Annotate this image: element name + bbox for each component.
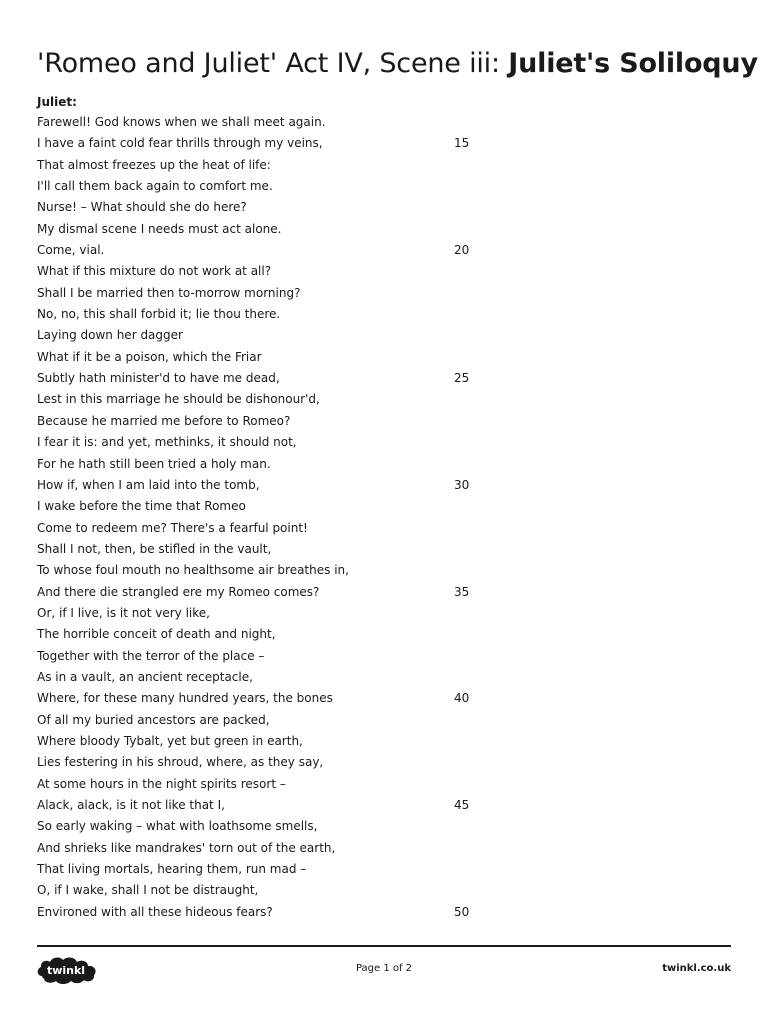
poem-line: [37, 133, 477, 154]
page-title-bold: Juliet's Soliloquy: [508, 48, 758, 79]
poem-line: [37, 112, 477, 133]
line-number: 40: [454, 691, 470, 706]
poem-line-text: Come, vial.: [37, 243, 105, 258]
poem-line-text: Or, if I live, is it not very like,: [37, 605, 210, 620]
poem-line-text: And there die strangled ere my Romeo comes?: [37, 584, 320, 599]
poem-line-text: That almost freezes up the heat of life:: [37, 157, 271, 172]
poem-line-text: No, no, this shall forbid it; lie thou there.: [37, 307, 281, 322]
poem-line: [37, 176, 477, 197]
poem-line-text: Come to redeem me? There's a fearful point!: [37, 520, 308, 535]
line-number: 15: [454, 136, 470, 151]
poem-line: [37, 389, 477, 410]
poem-line: [37, 475, 477, 496]
poem-line: [37, 325, 477, 346]
poem-line: [37, 688, 477, 709]
poem-line-text: What if this mixture do not work at all?: [37, 264, 272, 279]
poem-line: [37, 795, 477, 816]
poem-line-text: Lies festering in his shroud, where, as they say,: [37, 755, 324, 770]
poem-line: [37, 774, 477, 795]
poem-line: [37, 880, 477, 901]
line-number: 50: [454, 904, 470, 919]
poem-line-text: Lest in this marriage he should be dishonour'd,: [37, 392, 320, 407]
line-number: 35: [454, 584, 470, 599]
poem-line-text: Of all my buried ancestors are packed,: [37, 712, 270, 727]
poem-line: [37, 197, 477, 218]
poem-line-text: Nurse! – What should she do here?: [37, 200, 247, 215]
poem-line: [37, 432, 477, 453]
poem-line-text: I fear it is: and yet, methinks, it should not,: [37, 435, 297, 450]
line-number: 25: [454, 371, 470, 386]
poem-line: [37, 838, 477, 859]
poem-line: [37, 560, 477, 581]
poem-line: [37, 603, 477, 624]
poem-line-text: As in a vault, an ancient receptacle,: [37, 669, 253, 684]
poem-line-text: Because he married me before to Romeo?: [37, 413, 291, 428]
poem-line: [37, 624, 477, 645]
poem-line: [37, 219, 477, 240]
poem-line: [37, 454, 477, 475]
poem-line-text: Farewell! God knows when we shall meet again.: [37, 115, 326, 129]
poem-line-text: Shall I not, then, be stifled in the vault,: [37, 541, 272, 556]
poem-line-text: So early waking – what with loathsome smells,: [37, 819, 318, 834]
line-number: 45: [454, 798, 470, 812]
poem-line-text: O, if I wake, shall I not be distraught,: [37, 883, 259, 898]
poem-line: [37, 752, 477, 773]
poem-line-text: What if it be a poison, which the Friar: [37, 349, 262, 364]
poem-line-text: Alack, alack, is it not like that I,: [37, 798, 225, 812]
soliloquy-text: [37, 112, 477, 923]
poem-line-text: Shall I be married then to-morrow morning?: [37, 285, 301, 300]
line-number: 30: [454, 477, 470, 492]
poem-line: [37, 261, 477, 282]
page-title: [37, 44, 758, 84]
poem-line: [37, 731, 477, 752]
poem-line-text: Where, for these many hundred years, the bones: [37, 691, 333, 706]
poem-line: [37, 496, 477, 517]
poem-line-text: Subtly hath minister'd to have me dead,: [37, 371, 280, 386]
poem-line-text: At some hours in the night spirits resort –: [37, 776, 286, 791]
poem-line: [37, 518, 477, 539]
poem-line-text: The horrible conceit of death and night,: [37, 627, 276, 642]
poem-line-text: And shrieks like mandrakes' torn out of the earth,: [37, 840, 336, 855]
poem-line: [37, 539, 477, 560]
poem-line-text: Together with the terror of the place –: [37, 648, 265, 663]
poem-line: [37, 646, 477, 667]
poem-line: [37, 859, 477, 880]
poem-line-text: To whose foul mouth no healthsome air breathes in,: [37, 563, 349, 578]
poem-line-text: For he hath still been tried a holy man.: [37, 456, 271, 471]
speaker-label: Juliet:: [37, 95, 77, 109]
poem-line-text: My dismal scene I needs must act alone.: [37, 221, 282, 236]
poem-line: [37, 347, 477, 368]
poem-line: [37, 368, 477, 389]
page-number: Page 1 of 2: [355, 963, 413, 974]
poem-line-text: I have a faint cold fear thrills through my veins,: [37, 136, 323, 151]
poem-line-text: Laying down her dagger: [37, 328, 183, 343]
poem-line-text: Environed with all these hideous fears?: [37, 904, 273, 919]
site-url-link[interactable]: twinkl.co.uk: [662, 963, 731, 974]
poem-line: [37, 816, 477, 837]
poem-line: [37, 155, 477, 176]
twinkl-logo[interactable]: [36, 954, 98, 986]
line-number: 20: [454, 243, 470, 258]
poem-line-text: Where bloody Tybalt, yet but green in earth,: [37, 733, 303, 748]
poem-line: [37, 304, 477, 325]
poem-line-text: I wake before the time that Romeo: [37, 499, 246, 514]
page-title-regular: 'Romeo and Juliet' Act IV, Scene iii:: [37, 48, 509, 79]
poem-line-text: I'll call them back again to comfort me.: [37, 179, 273, 194]
poem-line-text: That living mortals, hearing them, run mad –: [37, 862, 307, 877]
poem-line: [37, 667, 477, 688]
poem-line: [37, 411, 477, 432]
footer-divider: [37, 945, 731, 947]
poem-line: [37, 710, 477, 731]
poem-line: [37, 240, 477, 261]
poem-line-text: How if, when I am laid into the tomb,: [37, 477, 260, 492]
poem-line: [37, 582, 477, 603]
poem-line: [37, 283, 477, 304]
poem-line: [37, 902, 477, 923]
logo-wordmark: twinkl: [46, 964, 86, 977]
